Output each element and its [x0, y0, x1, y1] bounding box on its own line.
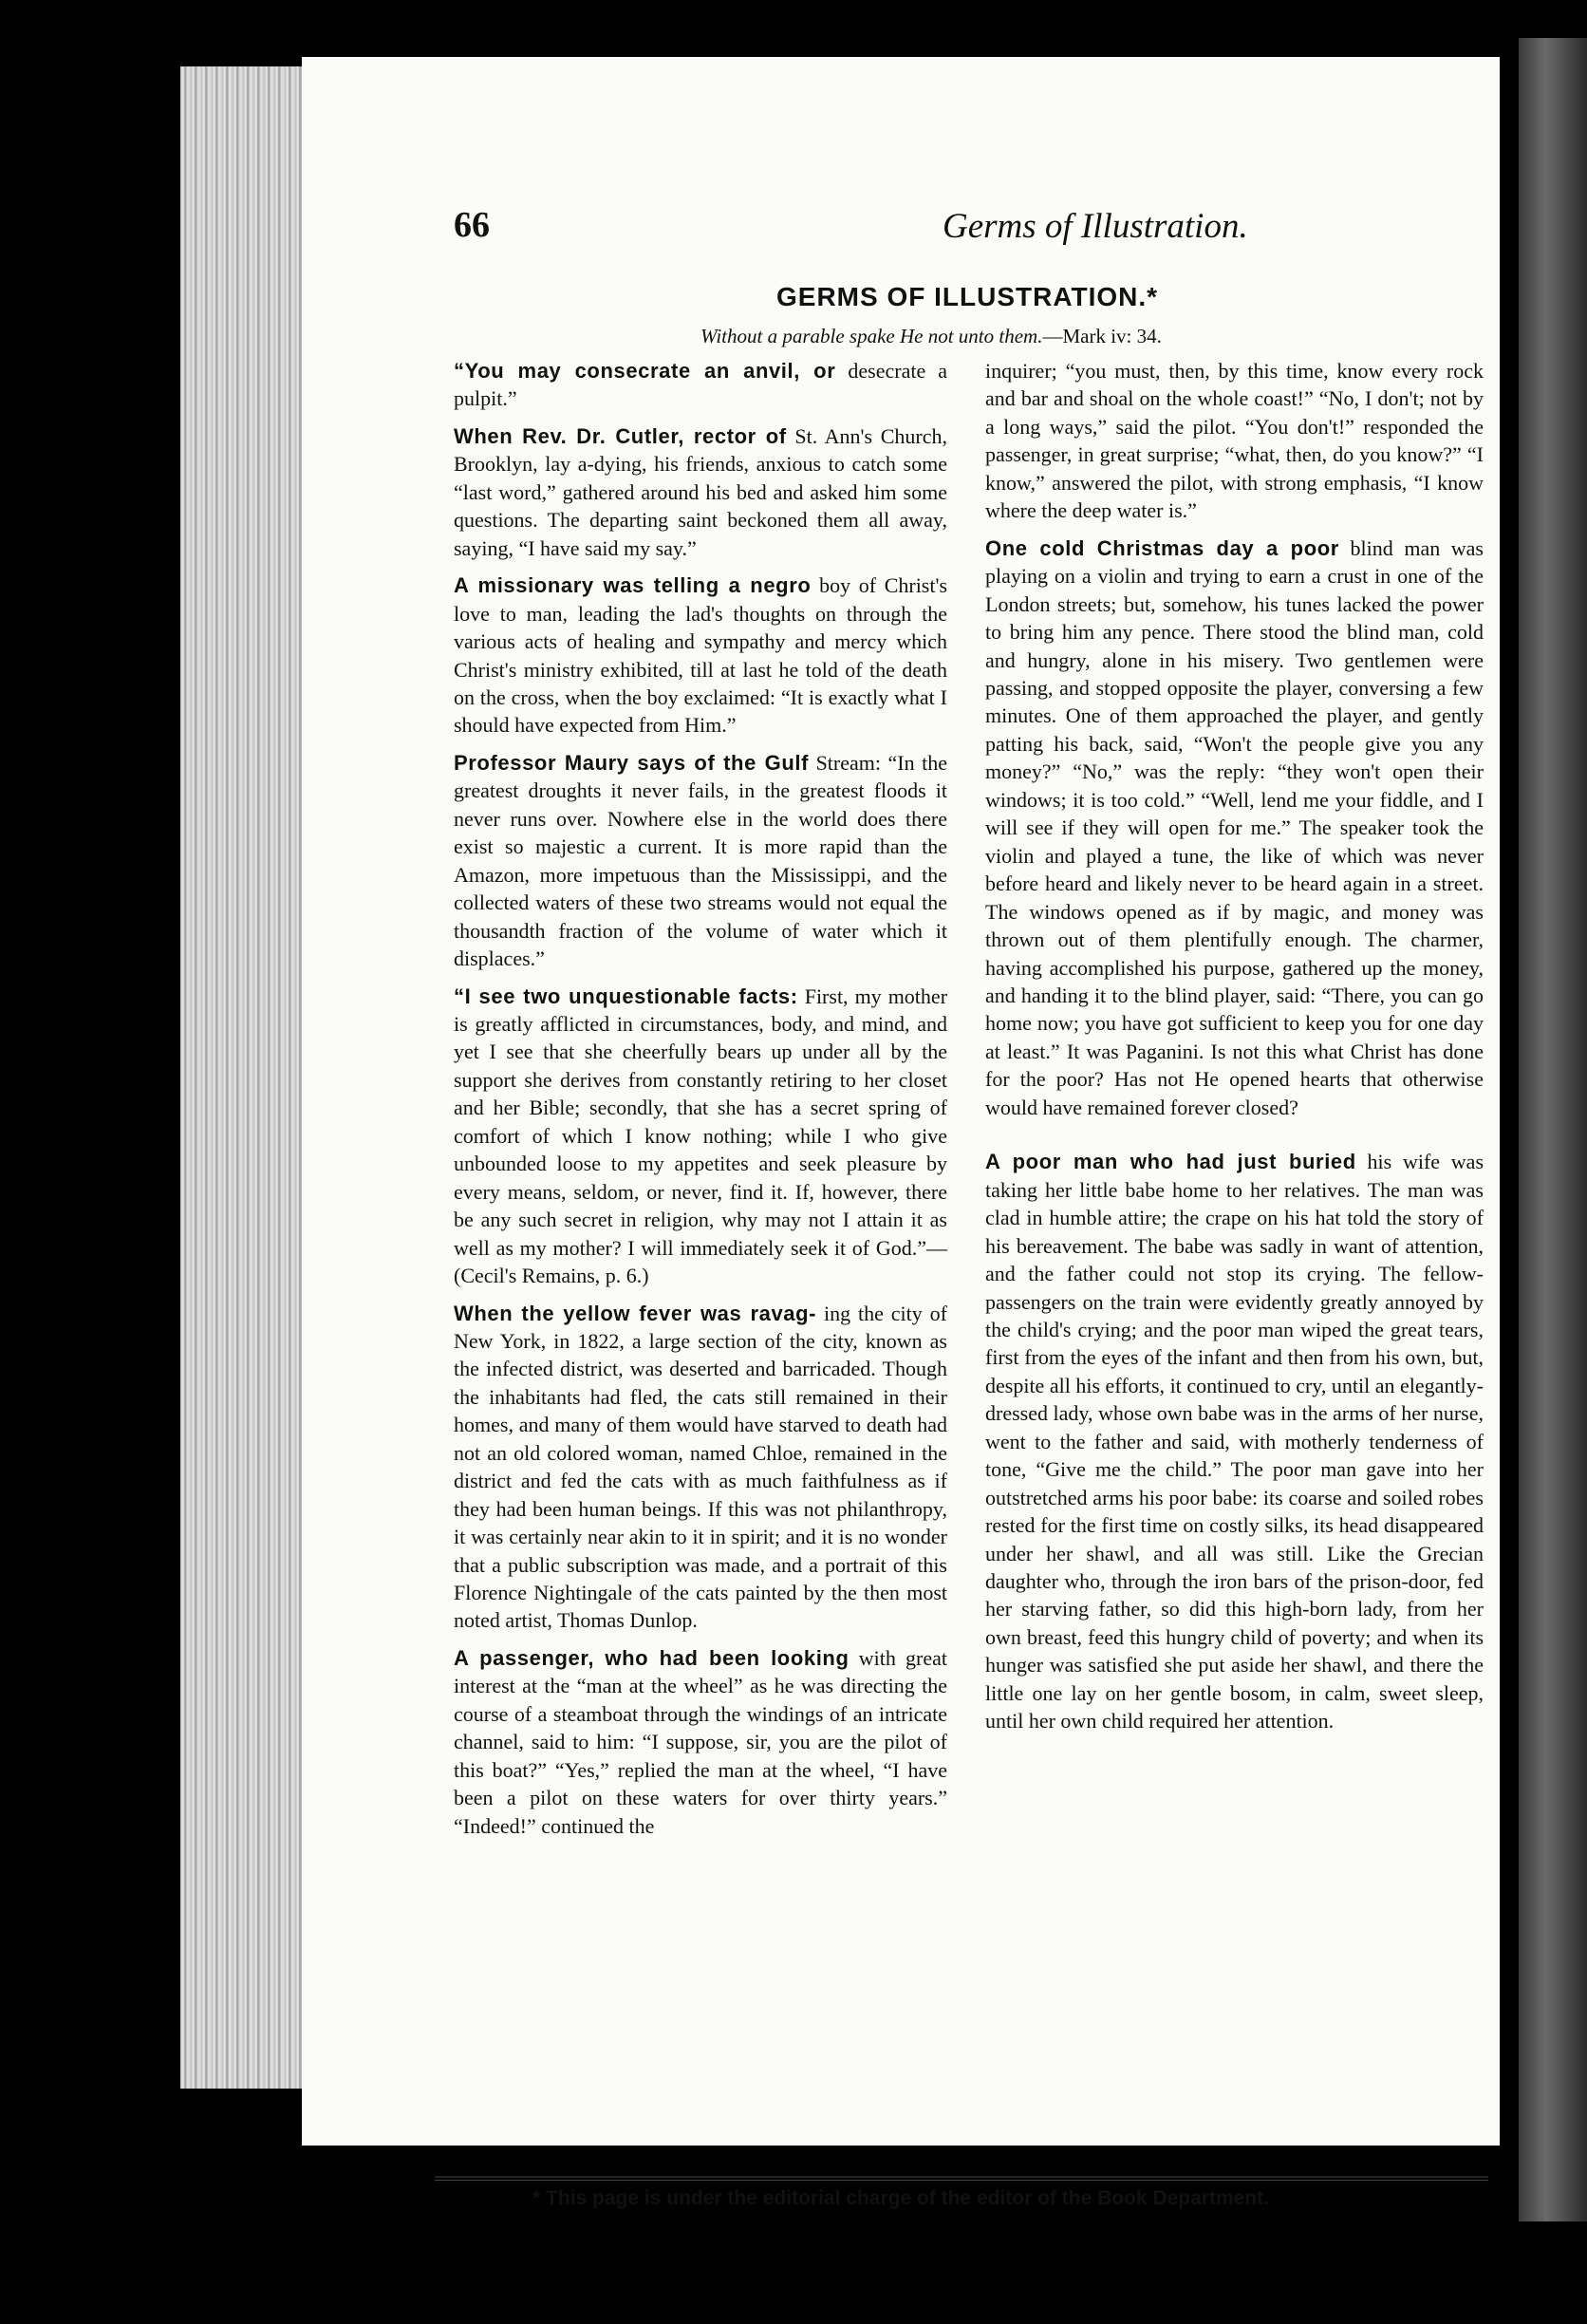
paragraph-text: inquirer; “you must, then, by this time, know every rock and bar and shoal on the whole coast!” “No, I don't; not by a long ways,” said the pilot. “You don't!” responded the passenger, in great surprise; “what, then, do you know?” “I know,” answered the pilot, with strong emphasis, “I know where the deep water is.”: [985, 359, 1484, 523]
running-title: Germs of Illustration.: [943, 207, 1248, 246]
epigraph-reference: —Mark iv: 34.: [1042, 325, 1162, 347]
paragraph-lead: When the yellow fever was ravag-: [454, 1301, 817, 1325]
epigraph-quote: Without a parable spake He not unto them.: [700, 325, 1043, 347]
footnote: * This page is under the editorial charge of the editor of the Book Department.: [532, 2187, 1269, 2209]
paragraph: [454, 357, 947, 413]
paragraph-text: with great interest at the “man at the wheel” as he was directing the course of a steamboat through the windings of an intricate channel, said to him: “I suppose, sir, you are the pilot of this boat?” “Yes,” replied the man at the wheel, “I have been a pilot on these waters for over thirty years.” “Indeed!” continued the: [454, 1645, 947, 1838]
page-number: 66: [454, 205, 490, 245]
paragraph-lead: “You may consecrate an anvil, or: [454, 359, 836, 383]
paragraph: [985, 357, 1484, 525]
footnote-rule-thin: [435, 2180, 1488, 2181]
book-page: [302, 57, 1500, 2209]
paragraph: [985, 534, 1484, 1122]
book-page-edges: [180, 66, 304, 2089]
paragraph: [454, 1300, 947, 1635]
paragraph: [985, 1148, 1484, 1735]
epigraph: [700, 325, 1162, 348]
paragraph-text: Stream: “In the greatest droughts it never fails, in the greatest floods it never runs over. Nowhere else in the world does there exist so majestic a current. It is more rapid than the Amazon, more impetuous than the Mississippi, and the collected waters of these two streams would not equal the thousandth fraction of the volume of water which it displaces.”: [454, 750, 947, 971]
paragraph: [454, 749, 947, 973]
paragraph-text: boy of Christ's love to man, leading the lad's thoughts on through the various acts of healing and sympathy and mercy which Christ's ministry exhibited, till at last he told of the death on the cross, when the boy exclaimed: “It is exactly what I should have expected from Him.”: [454, 573, 948, 738]
paragraph: [454, 1644, 947, 1840]
paragraph: [454, 983, 947, 1290]
paragraph-lead: When Rev. Dr. Cutler, rector of: [454, 423, 787, 448]
paragraph-lead: “I see two unquestionable facts:: [454, 984, 798, 1008]
paragraph-lead: Professor Maury says of the Gulf: [454, 750, 810, 775]
section-heading: GERMS OF ILLUSTRATION.*: [776, 282, 1159, 311]
book-binding-shadow: [1519, 38, 1587, 2221]
paragraph-lead: A missionary was telling a negro: [454, 573, 812, 598]
paragraph: [454, 572, 947, 740]
paragraph: [454, 422, 947, 562]
paragraph-lead: A passenger, who had been looking: [454, 1645, 850, 1670]
right-column: [985, 357, 1484, 1745]
paragraph-text: St. Ann's Church, Brooklyn, lay a-dying, his friends, anxious to catch some “last word,” gathered around his bed and asked him some questions. The departing saint beckoned them all away, saying, “I have said my say.”: [454, 423, 947, 560]
paragraph-text: his wife was taking her little babe home to her relatives. The man was clad in humble attire; the crape on his hat told the story of his bereavement. The babe was sadly in want of attention, and the father could not stop its crying. The fellow-passengers on the train were evidently greatly annoyed by the child's crying; and the poor man wiped the great tears, first from the eyes of the infant and then from his own, but, despite all his efforts, it continued to cry, until an elegantly-dressed lady, whose own babe was in the arms of her nurse, went to the father and said, with motherly tenderness of tone, “Give me the child.” The poor man gave into her outstretched arms his poor babe: its coarse and soiled robes rested for the first time on costly silks, its head disappeared under her shawl, and all was still. Like the Grecian daughter who, through the iron bars of the prison-door, fed her starving father, so did this high-born lady, from her own breast, feed this hungry child of poverty; and when its hunger was satisfied she put aside her shawl, and there the little one lay on her gentle bosom, in calm, sweet sleep, until her own child required her attention.: [985, 1150, 1484, 1734]
paragraph-text: blind man was playing on a violin and trying to earn a crust in one of the London streets; but, somehow, his tunes lacked the power to bring him any pence. There stood the blind man, cold and hungry, alone in his misery. Two gentlemen were passing, and stopped opposite the player, conversing a few minutes. One of them approached the player, and gently patting his back, said, “Won't the people give you any money?” “No,” was the reply: “they won't open their windows; it is too cold.” “Well, lend me your fiddle, and I will see if they will open for me.” The speaker took the violin and played a tune, the like of which was never before heard and likely never to be heard again in a street. The windows opened as if by magic, and money was thrown out of them plentifully enough. The charmer, having accomplished his purpose, gathered up the money, and handing it to the blind player, said: “There, you can go home now; you have got sufficient to keep you for one day at least.” It was Paganini. Is not this what Christ has done for the poor? Has not He opened hearts that otherwise would have remained forever closed?: [985, 535, 1484, 1119]
paragraph-lead: One cold Christmas day a poor: [985, 535, 1339, 560]
running-header: [454, 204, 1422, 261]
footnote-rule: [435, 2176, 1488, 2178]
paragraph-text: ing the city of New York, in 1822, a large section of the city, known as the infected district, was deserted and barricaded. Though the inhabitants had fled, the cats still remained in their homes, and many of them would have starved to death had not an old colored woman, named Chloe, remained in the district and fed the cats with as much faithfulness as if they had been human beings. If this was not philanthropy, it was certainly near akin to it in spirit; and it is no wonder that a public subscription was made, and a portrait of this Florence Nightingale of the cats painted by the then most noted artist, Thomas Dunlop.: [454, 1301, 948, 1633]
paragraph-text: desecrate a pulpit.”: [454, 359, 947, 411]
left-column: [454, 357, 947, 1849]
paragraph-lead: A poor man who had just buried: [985, 1150, 1356, 1174]
paragraph-text: First, my mother is greatly afflicted in circumstances, body, and mind, and yet I see that she cheerfully bears up under all by the support she derives from constantly retiring to her closet and her Bible; secondly, that she has a secret spring of comfort of which I know nothing; while I who give unbounded loose to my appetites and seek pleasure by every means, seldom, or never, find it. If, however, there be any such secret in religion, why may not I attain it as well as my mother? I will immediately seek it of God.”—(Cecil's Remains, p. 6.): [454, 984, 948, 1288]
